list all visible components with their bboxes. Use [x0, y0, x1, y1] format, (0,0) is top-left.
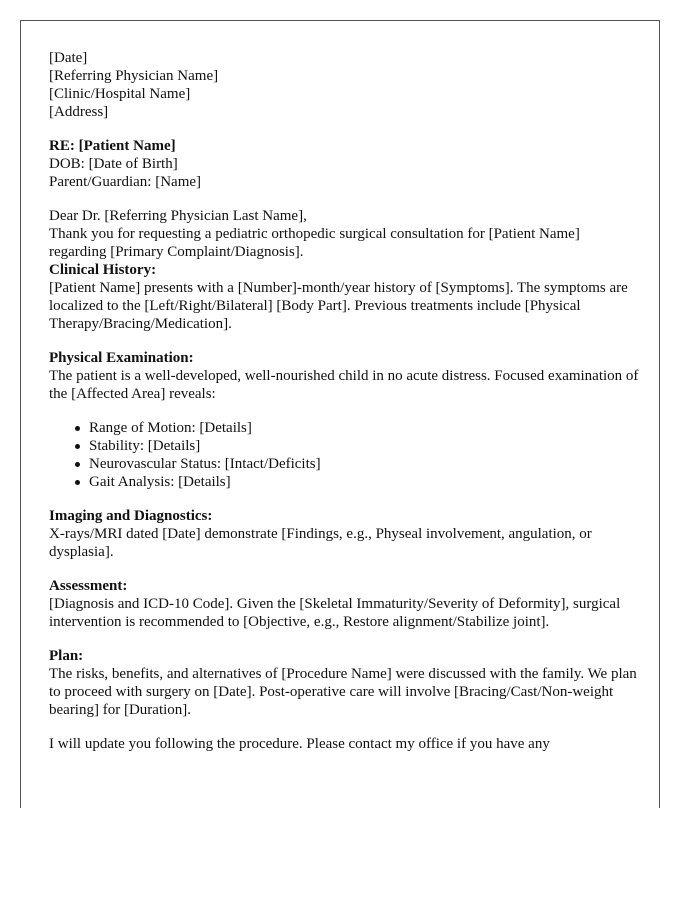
letter-date: [Date] — [49, 50, 88, 66]
letter-content — [49, 49, 639, 753]
plan-heading: Plan: — [49, 648, 84, 664]
intro-paragraph: Thank you for requesting a pediatric orthopedic surgical consultation for [Patient Name] regarding [Primary Complaint/Diagnosis]. — [49, 226, 580, 260]
closing-paragraph: I will update you following the procedure. Please contact my office if you have any — [49, 736, 550, 752]
salutation: Dear Dr. [Referring Physician Last Name], — [49, 208, 307, 224]
assessment-section — [49, 577, 639, 631]
clinical-history-section — [49, 261, 639, 333]
plan-body: The risks, benefits, and alternatives of [Procedure Name] were discussed with the family. We plan to proceed with surgery on [Date]. Post-operative care will involve [Bracing/Cast/Non-weight bearing] for [Duration]. — [49, 666, 637, 718]
exam-finding-neurovascular: Neurovascular Status: [Intact/Deficits] — [89, 455, 639, 473]
imaging-heading: Imaging and Diagnostics: — [49, 508, 213, 524]
exam-finding-range-of-motion: Range of Motion: [Details] — [89, 419, 639, 437]
physical-exam-body: The patient is a well-developed, well-nourished child in no acute distress. Focused examination of the [Affected Area] reveals: — [49, 368, 639, 402]
exam-finding-gait: Gait Analysis: [Details] — [89, 473, 639, 491]
recipient-address-block — [49, 49, 639, 121]
patient-reference-block — [49, 137, 639, 191]
assessment-heading: Assessment: — [49, 578, 128, 594]
re-line: RE: [Patient Name] — [49, 138, 176, 154]
physical-exam-heading: Physical Examination: — [49, 350, 194, 366]
physical-exam-section — [49, 349, 639, 491]
recipient-clinic: [Clinic/Hospital Name] — [49, 86, 191, 102]
recipient-name: [Referring Physician Name] — [49, 68, 219, 84]
patient-dob: DOB: [Date of Birth] — [49, 156, 178, 172]
exam-finding-stability: Stability: [Details] — [89, 437, 639, 455]
clinical-history-heading: Clinical History: — [49, 262, 157, 278]
plan-section — [49, 647, 639, 719]
letter-page — [20, 20, 660, 808]
imaging-body: X-rays/MRI dated [Date] demonstrate [Findings, e.g., Physeal involvement, angulation, or dysplasia]. — [49, 526, 592, 560]
imaging-section — [49, 507, 639, 561]
exam-findings-list — [49, 419, 639, 491]
recipient-address: [Address] — [49, 104, 109, 120]
assessment-body: [Diagnosis and ICD-10 Code]. Given the [Skeletal Immaturity/Severity of Deformity], surgical intervention is recommended to [Objective, e.g., Restore alignment/Stabilize joint]. — [49, 596, 621, 630]
patient-guardian: Parent/Guardian: [Name] — [49, 174, 202, 190]
clinical-history-body: [Patient Name] presents with a [Number]-month/year history of [Symptoms]. The symptoms are localized to the [Left/Right/Bilateral] [Body Part]. Previous treatments include [Physical Therapy/Bracing/Medication]. — [49, 280, 628, 332]
